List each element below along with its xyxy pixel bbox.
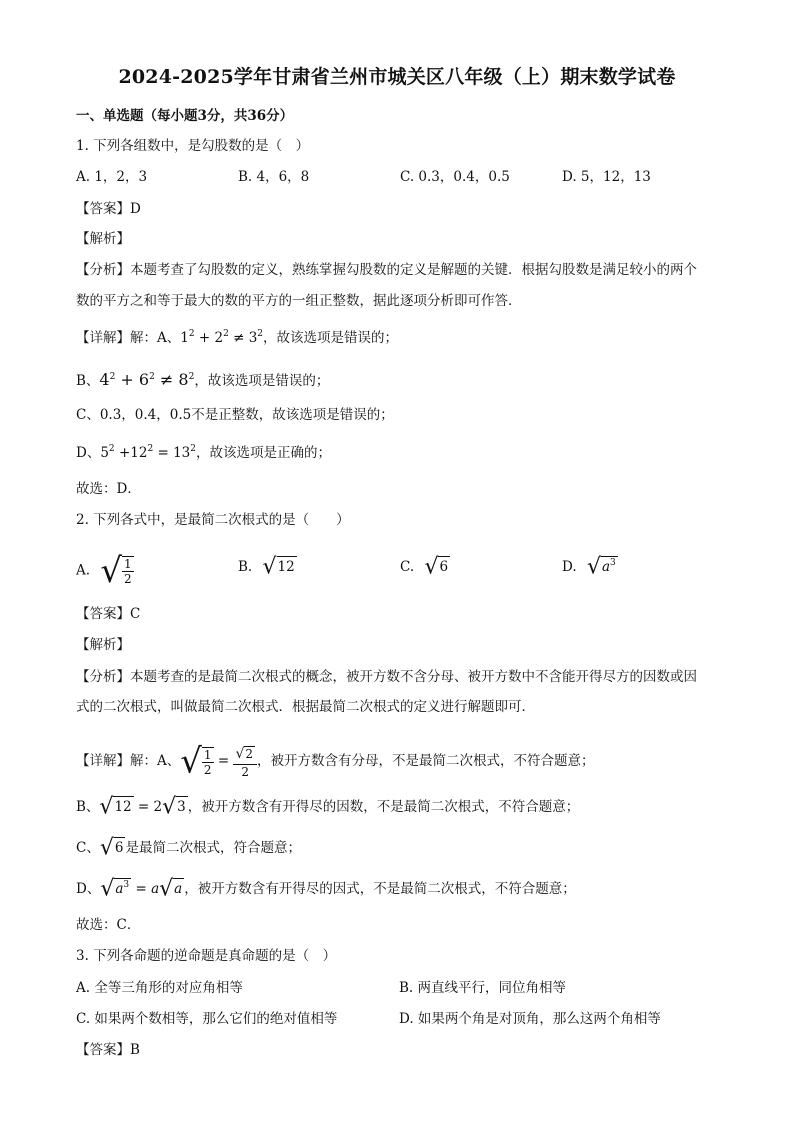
- formula-sqrt-a3: $√a^3$: [586, 554, 616, 580]
- fenxi-tag: 【分析】: [76, 262, 130, 278]
- q2-choose: 故选：C．: [76, 917, 141, 933]
- formula-d: $5^2 +12^2 = 13^2$: [100, 444, 196, 461]
- q2-stem: 2. 下列各式中，是最简二次根式的是（ ）: [76, 512, 350, 528]
- formula-a2: √ $\frac{1}{2}$ = $\frac{√2}{2}$: [180, 744, 257, 779]
- q2-fenxi-1: 【分析】本题考查的是最简二次根式的概念，被开方数不含分母、被开方数中不含能开得尽方的因数或因: [76, 669, 697, 685]
- formula-sqrt-half: √ $\frac{1}{2}$: [100, 551, 132, 591]
- q3-option-b: B. 两直线平行，同位角相等: [399, 980, 567, 996]
- q3-option-a: A. 全等三角形的对应角相等: [76, 980, 243, 996]
- q1-fenxi-2: 数的平方之和等于最大的数的平方的一组正整数，据此逐项分析即可作答．: [76, 293, 522, 309]
- q3-answer: [76, 1040, 140, 1060]
- formula-c2: √6: [99, 835, 124, 861]
- q1-stem: 1. 下列各组数中，是勾股数的是（ ）: [76, 138, 310, 154]
- detail-tag: 【详解】: [76, 330, 130, 346]
- q2-answer: [76, 604, 140, 624]
- q2-option-c: C. √6: [400, 554, 449, 580]
- q1-detail-b: B、$4^2 + 6^2 \ne 8^2$，故该选项是错误的；: [76, 370, 330, 389]
- q2-detail-c: C、√6 是最简二次根式，符合题意；: [76, 835, 301, 861]
- section-heading: 一、单选题（每小题3分，共36分）: [76, 108, 294, 124]
- q2-option-b: B. √12: [238, 554, 295, 580]
- answer-tag: 【答案】: [76, 201, 130, 217]
- q1-answer: [76, 199, 141, 219]
- formula-a: $1^2 + 2^2 \ne 3^2$: [180, 329, 264, 346]
- q3-option-d: D. 如果两个角是对顶角，那么这两个角相等: [399, 1011, 661, 1027]
- q1-detail-c: C、0.3，0.4，0.5不是正整数，故该选项是错误的；: [76, 407, 394, 423]
- answer-value: C: [130, 606, 141, 622]
- q2-option-a: A. √ $\frac{1}{2}$: [76, 551, 132, 591]
- answer-value: D: [130, 201, 141, 217]
- q1-option-b: B. 4，6，8: [238, 169, 310, 185]
- answer-tag: 【答案】: [76, 606, 130, 622]
- fenxi-tag: 【分析】: [76, 669, 130, 685]
- q1-analysis-tag: 【解析】: [76, 231, 130, 247]
- q2-detail-d: D、$√a^3 = a√a$ ，被开方数含有开得尽的因式，不是最简二次根式，不符合题意；: [76, 876, 576, 902]
- q2-detail-a: 【详解】解：A、√ $\frac{1}{2}$ = $\frac{√2}{2}$ ，被开方数含有分母，不是最简二次根式，不符合题意；: [76, 741, 595, 782]
- q2-fenxi-2: 式的二次根式，叫做最简二次根式．根据最简二次根式的定义进行解题即可．: [76, 699, 535, 715]
- q1-option-d: D. 5，12，13: [562, 169, 651, 185]
- formula-b2: √12 = 2√3: [99, 794, 186, 820]
- formula-d2: $√a^3 = a√a$: [100, 876, 183, 902]
- formula-b: $4^2 + 6^2 \ne 8^2$: [99, 370, 195, 389]
- answer-value: B: [130, 1042, 140, 1058]
- q2-analysis-tag: 【解析】: [76, 637, 130, 653]
- detail-tag: 【详解】: [76, 753, 130, 769]
- q1-detail-d: D、$5^2 +12^2 = 13^2$，故该选项是正确的；: [76, 444, 331, 461]
- answer-tag: 【答案】: [76, 1042, 130, 1058]
- q1-fenxi-1: 【分析】本题考查了勾股数的定义，熟练掌握勾股数的定义是解题的关键．根据勾股数是满足较小的两个: [76, 262, 697, 278]
- q3-option-c: C. 如果两个数相等，那么它们的绝对值相等: [76, 1011, 338, 1027]
- q1-option-a: A. 1，2，3: [76, 169, 148, 185]
- q3-stem: 3. 下列各命题的逆命题是真命题的是（ ）: [76, 948, 337, 964]
- formula-sqrt-12: √12: [262, 554, 295, 580]
- q1-detail-a: 【详解】解：A、$1^2 + 2^2 \ne 3^2$，故该选项是错误的；: [76, 329, 399, 346]
- q2-option-d: D. $√a^3$: [562, 554, 616, 580]
- page-title: 2024-2025学年甘肃省兰州市城关区八年级（上）期末数学试卷: [118, 66, 676, 88]
- q2-detail-b: B、√12 = 2√3 ，被开方数含有开得尽的因数，不是最简二次根式，不符合题意；: [76, 794, 580, 820]
- q1-choose: 故选：D．: [76, 481, 141, 497]
- q1-option-c: C. 0.3，0.4，0.5: [400, 169, 510, 185]
- formula-sqrt-6: √6: [424, 554, 449, 580]
